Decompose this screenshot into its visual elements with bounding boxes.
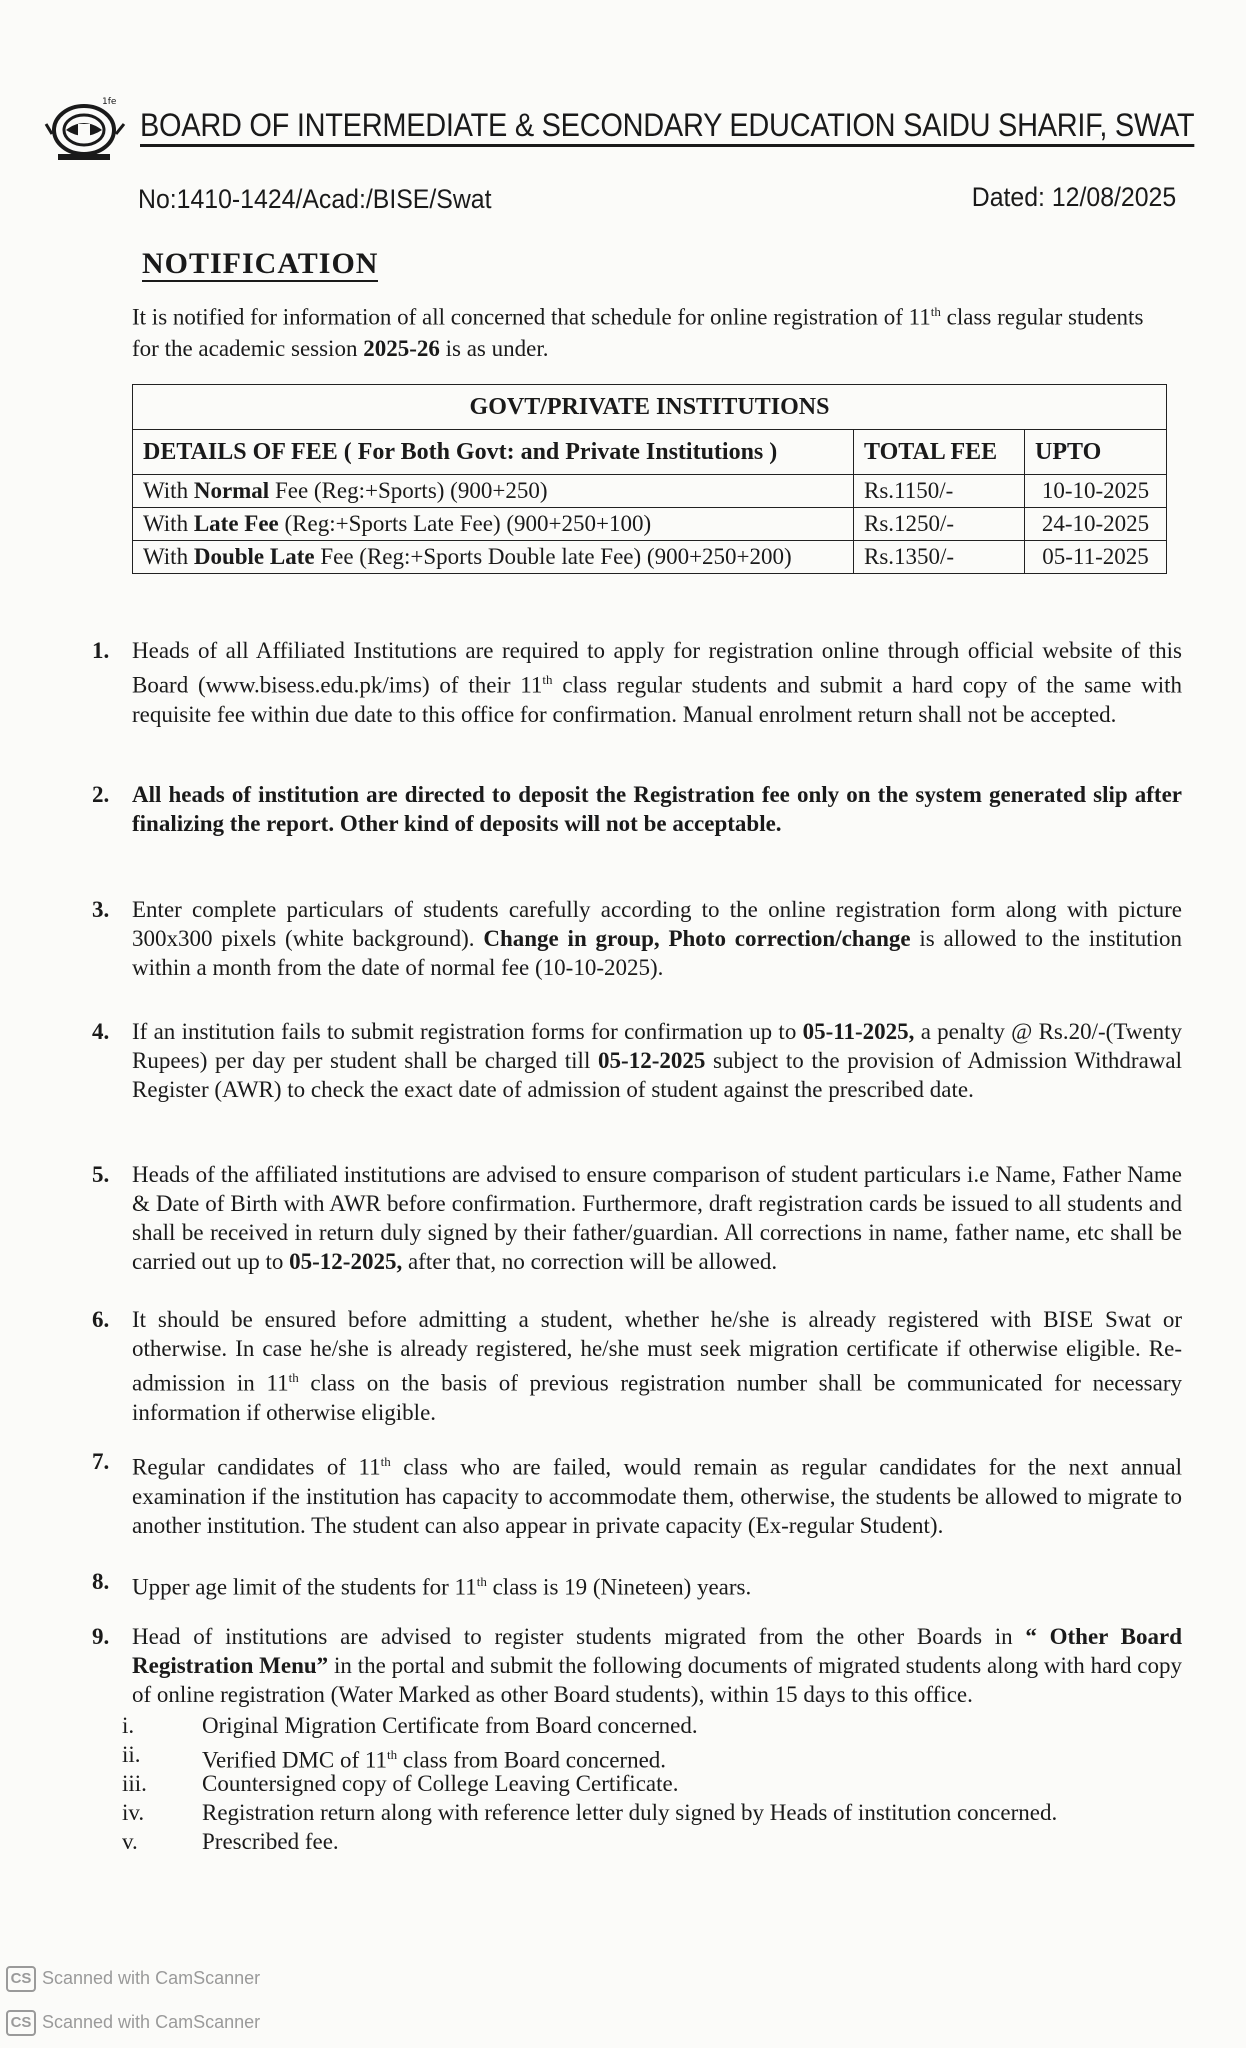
column-header-details: DETAILS OF FEE ( For Both Govt: and Private Institutions ) — [133, 430, 854, 475]
list-item: 9. Head of institutions are advised to register students migrated from the other Boards in “ Other Board Registration Menu” in the portal and submit the following documents of migrated students along with hard copy of online registration (Water Marked as other Board students), within 15 days to this office. — [92, 1624, 1183, 1707]
notification-heading: NOTIFICATION — [142, 247, 379, 280]
fee-amount-cell: Rs.1250/- — [854, 508, 1025, 541]
fee-detail-cell: With Double Late Fee (Reg:+Sports Double late Fee) (900+250+200) — [133, 541, 854, 574]
document-item: v. Prescribed fee. — [122, 1829, 339, 1854]
column-header-total-fee: TOTAL FEE — [854, 430, 1025, 475]
list-item: 5. Heads of the affiliated institutions are advised to ensure comparison of student particulars i.e Name, Father Name & Date of Birth with AWR before confirmation. Furthermore, draft registration cards be issued to all students and shall be received in return duly signed by their father/guardian. All corrections in name, father name, etc shall be carried out up to 05-12-2025, after that, no correction will be allowed. — [92, 1162, 1182, 1274]
table-row — [133, 508, 1167, 541]
table-row — [133, 541, 1167, 574]
issue-date: Dated: 12/08/2025 — [971, 182, 1176, 212]
list-item: 1. Heads of all Affiliated Institutions are required to apply for registration online through official website of this Board (www.bisess.edu.pk/ims) of their 11th class regular students and submit a hard copy of the same with requisite fee within due date to this office for confirmation. Manual enrolment return shall not be accepted. — [92, 638, 1182, 727]
fee-amount-cell: Rs.1350/- — [854, 541, 1025, 574]
document-item: ii. Verified DMC of 11th class from Board concerned. — [122, 1742, 667, 1773]
document-item: iii. Countersigned copy of College Leaving Certificate. — [122, 1771, 679, 1796]
list-item: 8. Upper age limit of the students for 11th class is 19 (Nineteen) years. — [92, 1569, 752, 1600]
fee-detail-cell: With Normal Fee (Reg:+Sports) (900+250) — [133, 475, 854, 508]
list-item: 7. Regular candidates of 11th class who are failed, would remain as regular candidates for the next annual examination if the institution has capacity to accommodate them, otherwise, the students be allowed to migrate to another institution. The student can also appear in private capacity (Ex-regular Student). — [92, 1449, 1183, 1538]
list-item: 6. It should be ensured before admitting a student, whether he/she is already registered with BISE Swat or otherwise. In case he/she is already registered, he/she must seek migration certificate if otherwise eligible. Re-admission in 11th class on the basis of previous registration number shall be communicated for necessary information if otherwise eligible. — [92, 1307, 1182, 1425]
board-logo-icon — [44, 94, 130, 166]
fee-amount-cell: Rs.1150/- — [854, 475, 1025, 508]
table-row — [133, 475, 1167, 508]
board-title: BOARD OF INTERMEDIATE & SECONDARY EDUCATION SAIDU SHARIF, SWAT — [140, 106, 1194, 147]
intro-paragraph: It is notified for information of all concerned that schedule for online registration of 11th class regular students for the academic session 2025-26 is as under. — [132, 304, 1144, 361]
fee-upto-cell: 05-11-2025 — [1025, 541, 1167, 574]
column-header-upto: UPTO — [1025, 430, 1167, 475]
table-caption: GOVT/PRIVATE INSTITUTIONS — [133, 385, 1167, 430]
fee-schedule-table — [132, 384, 1167, 574]
document-item: i. Original Migration Certificate from Board concerned. — [122, 1713, 698, 1738]
camscanner-watermark: CS Scanned with CamScanner — [6, 1966, 260, 1992]
list-item: 2. All heads of institution are directed to deposit the Registration fee only on the system generated slip after finalizing the report. Other kind of deposits will not be acceptable. — [92, 782, 1182, 836]
fee-upto-cell: 10-10-2025 — [1025, 475, 1167, 508]
camscanner-icon: CS — [6, 1966, 36, 1992]
fee-upto-cell: 24-10-2025 — [1025, 508, 1167, 541]
list-item: 4. If an institution fails to submit registration forms for confirmation up to 05-11-2025, a penalty @ Rs.20/-(Twenty Rupees) per day per student shall be charged till 05-12-2025 subject to the provision of Admission Withdrawal Register (AWR) to check the exact date of admission of student against the prescribed date. — [92, 1019, 1182, 1102]
reference-number: No:1410-1424/Acad:/BISE/Swat — [138, 184, 492, 214]
list-item: 3. Enter complete particulars of students carefully according to the online registration form along with picture 300x300 pixels (white background). Change in group, Photo correction/change is allowed to the institution within a month from the date of normal fee (10-10-2025). — [92, 897, 1182, 980]
fee-detail-cell: With Late Fee (Reg:+Sports Late Fee) (900+250+100) — [133, 508, 854, 541]
letterhead — [40, 92, 1195, 152]
camscanner-icon: CS — [6, 2010, 36, 2036]
svg-text:1fe: 1fe — [102, 97, 117, 107]
camscanner-watermark: CS Scanned with CamScanner — [6, 2010, 260, 2036]
document-item: iv. Registration return along with reference letter duly signed by Heads of institution concerned. — [122, 1800, 1058, 1825]
